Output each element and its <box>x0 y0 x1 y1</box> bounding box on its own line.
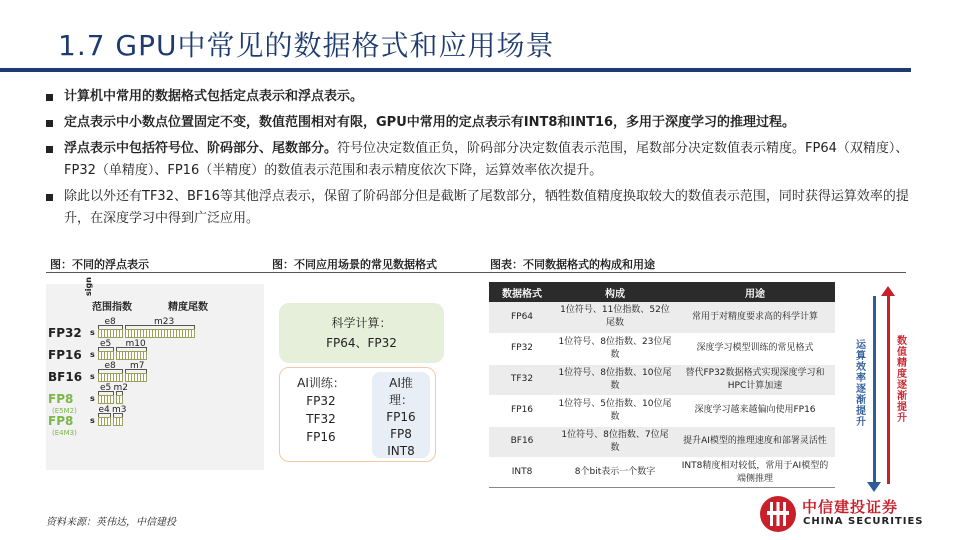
table-cell: FP16 <box>489 395 555 426</box>
exponent-bracket <box>98 347 114 351</box>
table-cell: FP64 <box>489 302 555 333</box>
china-securities-logo-icon <box>758 494 798 534</box>
mantissa-bits <box>116 351 146 360</box>
sign-bit-label: s <box>90 416 95 425</box>
logo-english-name: CHINA SECURITIES <box>803 516 924 527</box>
bit-cell <box>107 417 111 426</box>
format-sub-label: (E4M3) <box>52 429 77 437</box>
table-row <box>489 457 835 488</box>
bullet-text: 除此以外还有TF32、BF16等其他浮点表示，保留了阶码部分但是截断了尾数部分，牺牲数值精度换取较大的数值表示范围，同时获得运算效率的提升，在深度学习中得到广泛应用。 <box>64 189 909 226</box>
data-format-table <box>489 282 835 489</box>
table-cell: 常用于对精度要求高的科学计算 <box>675 302 835 333</box>
table-cell: 8个bit表示一个数字 <box>555 457 675 488</box>
mantissa-size-label: m2 <box>113 383 128 393</box>
bullet-square-icon <box>46 146 53 153</box>
mantissa-bracket <box>125 369 147 373</box>
bullet-square-icon <box>46 194 53 201</box>
table-row <box>489 333 835 364</box>
sign-header: sign <box>84 277 93 296</box>
table-cell: 替代FP32数据格式实现深度学习和HPC计算加速 <box>675 364 835 395</box>
table-row <box>489 302 835 333</box>
mantissa-size-label: m10 <box>125 339 146 349</box>
table-cell: 深度学习越来越偏向使用FP16 <box>675 395 835 426</box>
mantissa-bits <box>125 329 194 338</box>
bit-cell <box>143 351 147 360</box>
exponent-size-label: e8 <box>104 361 116 371</box>
table-cell: INT8 <box>489 457 555 488</box>
table-cell: 1位符号、8位指数、7位尾数 <box>555 426 675 457</box>
bullet-square-icon <box>46 94 53 101</box>
ai-inference-format: FP8 <box>390 427 412 441</box>
exponent-size-label: e5 <box>100 383 112 393</box>
mantissa-bracket <box>125 325 195 329</box>
precision-arrow-shaft <box>887 294 890 484</box>
bullet-item <box>46 86 926 108</box>
bit-cell <box>191 329 195 338</box>
sign-bit-label: s <box>90 394 95 403</box>
table-cell: FP32 <box>489 333 555 364</box>
sci-formats: FP64、FP32 <box>326 336 397 350</box>
bit-cell <box>119 395 123 404</box>
table-header-cell: 数据格式 <box>489 282 555 302</box>
ai-box <box>279 367 436 462</box>
exponent-bracket <box>98 325 123 329</box>
table-header-cell: 构成 <box>555 282 675 302</box>
exponent-bracket <box>98 369 123 373</box>
efficiency-arrow-label: 运算效率逐渐提升 <box>856 340 866 428</box>
bullet-bold-text: 计算机中常用的数据格式包括定点表示和浮点表示。 <box>64 89 364 104</box>
exponent-bits <box>98 329 122 338</box>
bullet-item <box>46 186 926 230</box>
ai-training-title: AI训练： <box>297 376 345 390</box>
source-note: 资料来源：英伟达，中信建投 <box>46 517 176 528</box>
down-arrow-icon <box>867 482 881 492</box>
format-name-label: FP8 <box>48 392 74 406</box>
caption-table: 图表：不同数据格式的构成和用途 <box>490 258 655 271</box>
bit-cell <box>119 373 123 382</box>
mantissa-bits <box>113 417 122 426</box>
efficiency-arrow-shaft <box>873 296 876 486</box>
table-cell: 1位符号、11位指数、52位尾数 <box>555 302 675 333</box>
title-underline <box>0 68 911 72</box>
caption-divider <box>46 272 906 273</box>
bullet-item <box>46 112 926 134</box>
caption-scenarios: 图：不同应用场景的常见数据格式 <box>272 258 437 271</box>
float-format-diagram <box>46 277 264 470</box>
exponent-header: 范围指数 <box>92 302 132 313</box>
bullet-text: 符号位决定数值正负，阶码部分决定数值表示范围，尾数部分决定数值表示精度。FP64（双精度）、FP32（单精度）、FP16（半精度）的数值表示范围和表示精度依次下降，运算效率依次提升。 <box>64 141 909 178</box>
mantissa-size-label: m3 <box>112 405 127 415</box>
ai-inference-title: AI推 <box>389 376 413 390</box>
table-cell: 提升AI模型的推理速度和部署灵活性 <box>675 426 835 457</box>
mantissa-bracket <box>116 347 147 351</box>
sign-bit-label: s <box>90 350 95 359</box>
mantissa-bits <box>116 395 122 404</box>
table-bottom-rule <box>489 487 835 488</box>
exponent-bracket <box>98 391 114 395</box>
exponent-size-label: e4 <box>98 405 110 415</box>
sci-title: 科学计算： <box>331 316 392 330</box>
table-row <box>489 395 835 426</box>
sign-bit-label: s <box>90 328 95 337</box>
table-cell: 1位符号、8位指数、23位尾数 <box>555 333 675 364</box>
table-cell: INT8精度相对较低，常用于AI模型的端侧推理 <box>675 457 835 488</box>
bullet-item <box>46 138 926 182</box>
ai-inference-format: FP16 <box>386 410 416 424</box>
logo-chinese-name: 中信建投证券 <box>802 498 899 516</box>
page-title: 1.7 GPU中常见的数据格式和应用场景 <box>58 29 555 62</box>
caption-float-formats: 图：不同的浮点表示 <box>50 258 149 271</box>
format-name-label: FP16 <box>48 348 82 362</box>
ai-inference-format: INT8 <box>387 444 415 458</box>
exponent-size-label: e5 <box>100 339 112 349</box>
bit-cell <box>110 395 114 404</box>
format-sub-label: (E5M2) <box>52 407 77 415</box>
bit-cell <box>119 329 123 338</box>
ai-training-group <box>286 374 356 446</box>
mantissa-bracket <box>113 413 123 417</box>
format-name-label: FP8 <box>48 414 74 428</box>
bit-cell <box>143 373 147 382</box>
mantissa-size-label: m7 <box>130 361 145 371</box>
ai-training-format: FP16 <box>306 430 336 444</box>
exponent-size-label: e8 <box>104 317 116 327</box>
table-header-row <box>489 282 835 302</box>
mantissa-bracket <box>116 391 123 395</box>
bullet-bold-text: 定点表示中小数点位置固定不变，数值范围相对有限，GPU中常用的定点表示有INT8和INT16，多用于深度学习的推理过程。 <box>64 115 796 130</box>
ai-training-format: FP32 <box>306 394 336 408</box>
table-cell: TF32 <box>489 364 555 395</box>
sign-bit-label: s <box>90 372 95 381</box>
exponent-bits <box>98 417 110 426</box>
bullet-bold-text: 浮点表示中包括符号位、阶码部分、尾数部分。 <box>64 141 338 156</box>
bullet-list <box>46 86 926 234</box>
ai-inference-group <box>372 372 430 458</box>
precision-arrow-label: 数值精度逐渐提升 <box>897 336 907 424</box>
table-header-cell: 用途 <box>675 282 835 302</box>
bit-cell <box>110 351 114 360</box>
format-name-label: FP32 <box>48 326 82 340</box>
exponent-bracket <box>98 413 111 417</box>
mantissa-bits <box>125 373 146 382</box>
scientific-computing-box <box>279 303 444 363</box>
table-cell: 1位符号、5位指数、10位尾数 <box>555 395 675 426</box>
table-cell: 深度学习模型训练的常见格式 <box>675 333 835 364</box>
mantissa-header: 精度尾数 <box>168 302 208 313</box>
mantissa-size-label: m23 <box>154 317 175 327</box>
exponent-bits <box>98 395 113 404</box>
table-cell: 1位符号、8位指数、10位尾数 <box>555 364 675 395</box>
table-row <box>489 426 835 457</box>
ai-inference-title-cont: 理： <box>388 393 413 407</box>
format-name-label: BF16 <box>48 370 83 384</box>
table-row <box>489 364 835 395</box>
bit-cell <box>119 417 123 426</box>
ai-training-format: TF32 <box>306 412 336 426</box>
exponent-bits <box>98 351 113 360</box>
exponent-bits <box>98 373 122 382</box>
bullet-square-icon <box>46 120 53 127</box>
table-cell: BF16 <box>489 426 555 457</box>
